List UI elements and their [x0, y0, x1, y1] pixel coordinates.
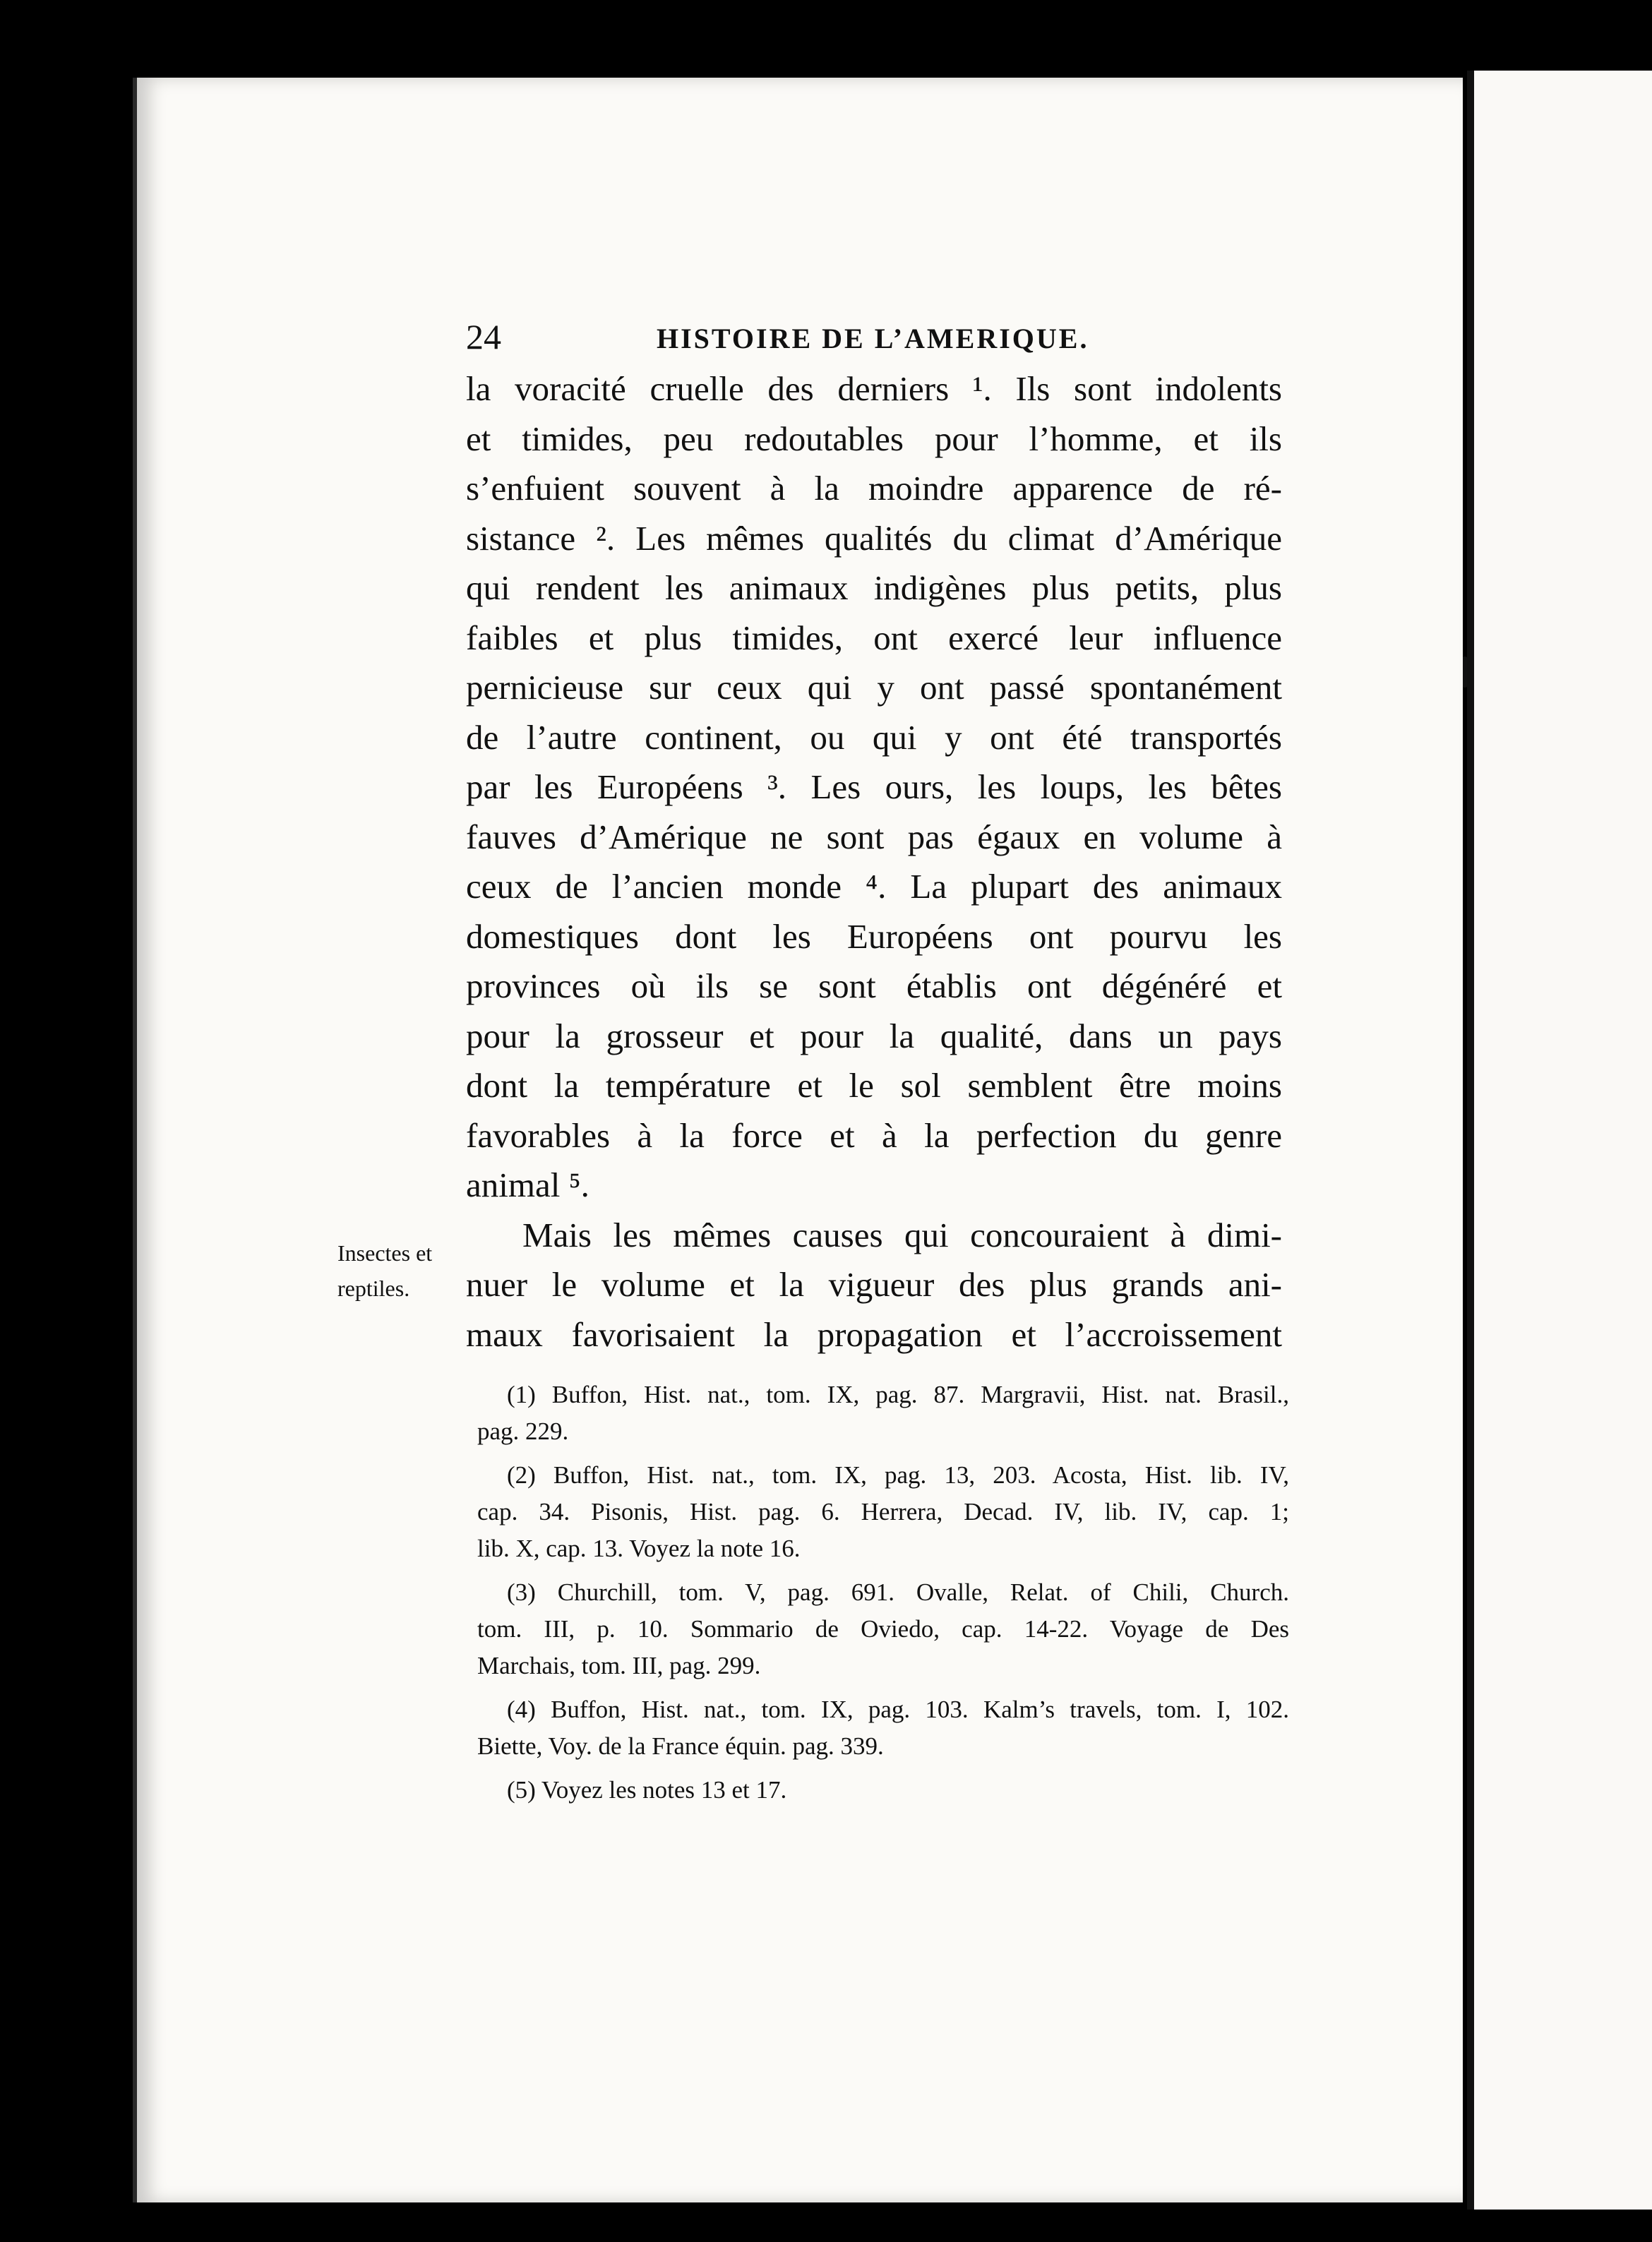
text-line: provinces où ils se sont établis ont dégénéré et [466, 966, 1282, 1005]
margin-note-line: reptiles. [337, 1276, 410, 1301]
footnote-line: cap. 34. Pisonis, Hist. pag. 6. Herrera, Decad. IV, lib. IV, cap. 1; [477, 1498, 1289, 1525]
text-line: la voracité cruelle des derniers ¹. Ils sont indolents [466, 369, 1282, 408]
margin-note [337, 1235, 432, 1306]
footnote-line: tom. III, p. 10. Sommario de Oviedo, cap. 14-22. Voyage de Des [477, 1615, 1289, 1643]
footnote-line: (5) Voyez les notes 13 et 17. [507, 1776, 787, 1804]
footnote-line: Marchais, tom. III, pag. 299. [477, 1652, 761, 1679]
footnote-line: (3) Churchill, tom. V, pag. 691. Ovalle, Relat. of Chili, Church. [507, 1578, 1289, 1606]
text-line: faibles et plus timides, ont exercé leur influence [466, 618, 1282, 657]
text-line: par les Européens ³. Les ours, les loups, les bêtes [466, 767, 1282, 806]
page-header [466, 316, 1282, 359]
text-line: Mais les mêmes causes qui concouraient à dimi- [522, 1215, 1282, 1254]
text-line: maux favorisaient la propagation et l’accroissement [466, 1314, 1282, 1354]
margin-note-line: Insectes et [337, 1240, 433, 1266]
text-line: animal ⁵. [466, 1165, 589, 1204]
text-line: s’enfuient souvent à la moindre apparence de ré- [466, 469, 1282, 508]
footnotes [477, 1377, 1289, 1809]
footnote-line: (2) Buffon, Hist. nat., tom. IX, pag. 13, 203. Acosta, Hist. lib. IV, [507, 1461, 1289, 1489]
footnote-line: pag. 229. [477, 1417, 569, 1445]
footnote-line: Biette, Voy. de la France équin. pag. 339. [477, 1732, 884, 1760]
footnote-line: (1) Buffon, Hist. nat., tom. IX, pag. 87. Margravii, Hist. nat. Brasil., [507, 1381, 1289, 1408]
facing-page [1467, 71, 1652, 2210]
text-line: sistance ². Les mêmes qualités du climat d’Amérique [466, 518, 1282, 558]
text-line: pernicieuse sur ceux qui y ont passé spontanément [466, 668, 1282, 707]
text-line: favorables à la force et à la perfection du genre [466, 1115, 1282, 1155]
text-line: nuer le volume et la vigueur des plus grands ani- [466, 1265, 1282, 1304]
running-head: HISTOIRE DE L’AMERIQUE. [657, 323, 1089, 354]
text-line: domestiques dont les Européens ont pourvu les [466, 916, 1282, 956]
text-line: qui rendent les animaux indigènes plus petits, plus [466, 568, 1282, 607]
text-line: fauves d’Amérique ne sont pas égaux en volume à [466, 817, 1282, 856]
page-number: 24 [466, 317, 501, 356]
text-line: et timides, peu redoutables pour l’homme, et ils [466, 419, 1282, 458]
footnote-line: lib. X, cap. 13. Voyez la note 16. [477, 1535, 801, 1562]
main-text [466, 364, 1282, 1360]
footnote-line: (4) Buffon, Hist. nat., tom. IX, pag. 103. Kalm’s travels, tom. I, 102. [507, 1696, 1289, 1723]
text-line: dont la température et le sol semblent être moins [466, 1066, 1282, 1105]
text-line: ceux de l’ancien monde ⁴. La plupart des animaux [466, 867, 1282, 906]
text-line: de l’autre continent, ou qui y ont été transportés [466, 717, 1282, 757]
text-line: pour la grosseur et pour la qualité, dans un pays [466, 1016, 1282, 1055]
